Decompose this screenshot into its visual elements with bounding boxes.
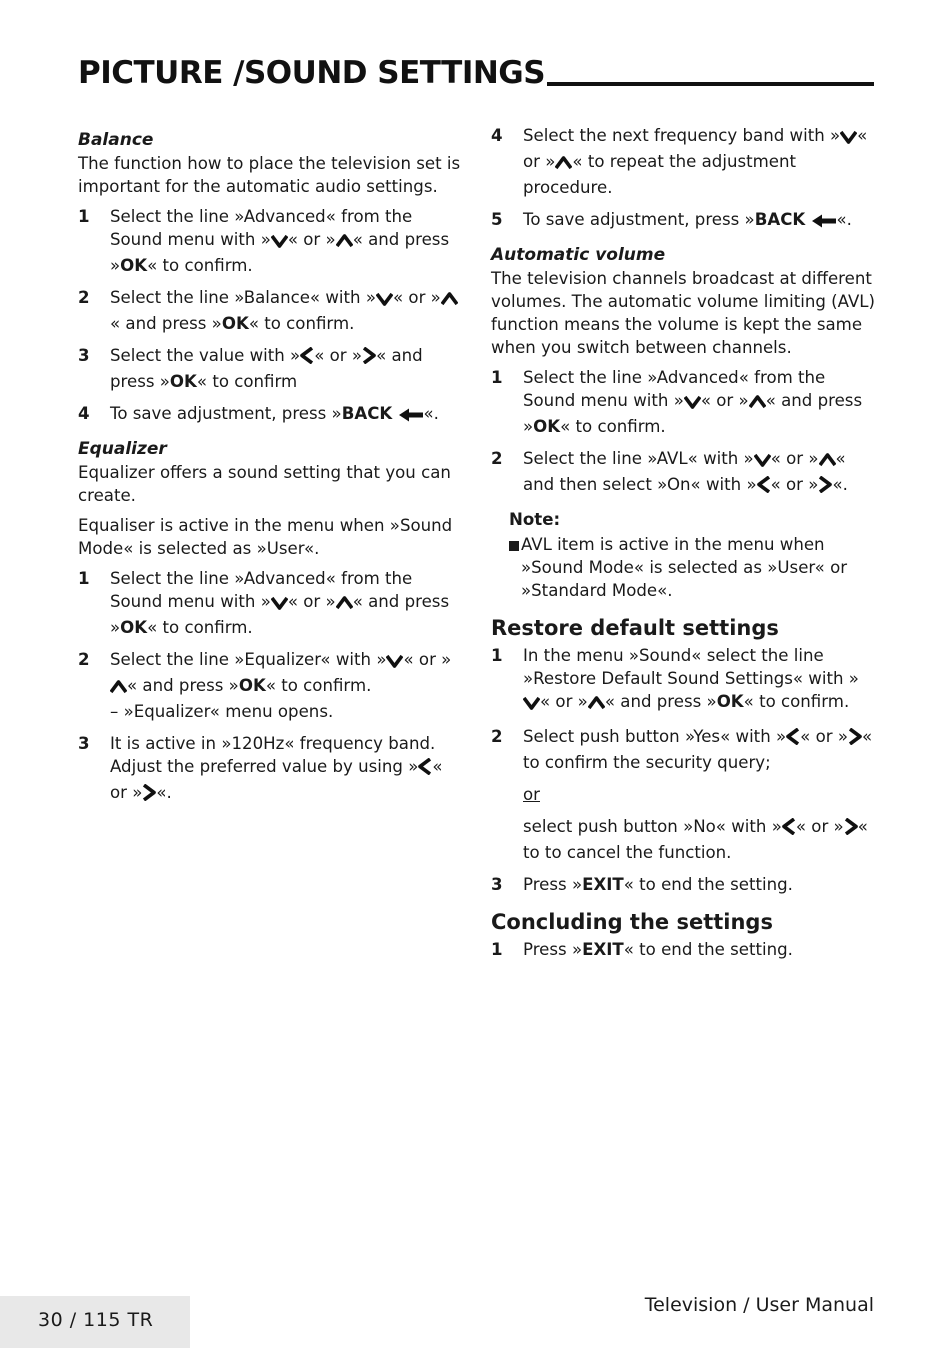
- up-arrow-icon: [336, 231, 353, 254]
- step-text: « and press »: [110, 592, 450, 637]
- equalizer-step-4: [491, 124, 875, 199]
- restore-step-3: [491, 873, 875, 896]
- step-text: « or »: [287, 230, 336, 249]
- step-text: Select the line »Advanced« from the Sound menu with »: [110, 207, 413, 249]
- or-text: or: [523, 785, 540, 804]
- step-number: 5: [491, 210, 503, 229]
- step-number: 4: [78, 404, 90, 423]
- step-result: – »Equalizer« menu opens.: [110, 702, 334, 721]
- back-arrow-icon: [811, 211, 837, 234]
- right-column: [491, 124, 875, 970]
- step-text: « or »: [540, 692, 588, 711]
- step-text: « to to cancel the function.: [523, 817, 868, 862]
- balance-step-4: [78, 402, 464, 428]
- step-text: « to repeat the adjustment procedure.: [523, 152, 797, 197]
- step-text: « and press »: [110, 230, 450, 275]
- step-text: « to confirm.: [743, 692, 850, 711]
- right-arrow-icon: [818, 476, 832, 499]
- step-text: « and press »: [604, 692, 717, 711]
- down-arrow-icon: [271, 593, 288, 616]
- step-text: Press »: [523, 940, 583, 959]
- back-key: BACK: [341, 404, 393, 423]
- up-arrow-icon: [819, 450, 836, 473]
- restore-step-2: [491, 725, 875, 864]
- exit-key: EXIT: [582, 875, 624, 894]
- step-text: Select the value with »: [110, 346, 301, 365]
- back-arrow-icon: [398, 405, 424, 428]
- up-arrow-icon: [441, 289, 458, 312]
- step-text: « to confirm.: [560, 417, 666, 436]
- ok-key: OK: [533, 417, 561, 436]
- title-rule: [547, 82, 874, 86]
- step-text: « and press »: [110, 314, 222, 333]
- step-text: Select the next frequency band with »: [523, 126, 841, 145]
- restore-step-1: [491, 644, 875, 716]
- step-number: 1: [491, 646, 503, 665]
- balance-step-2: [78, 286, 464, 335]
- ok-key: OK: [169, 372, 197, 391]
- step-text: « and press »: [523, 391, 863, 436]
- ok-key: OK: [120, 618, 148, 637]
- step-text: In the menu »Sound« select the line »Restore Default Sound Settings« with »: [523, 646, 859, 688]
- step-text: Press »: [523, 875, 583, 894]
- left-arrow-icon: [757, 476, 771, 499]
- step-text: « or »: [314, 346, 363, 365]
- up-arrow-icon: [336, 593, 353, 616]
- left-arrow-icon: [786, 728, 800, 751]
- step-text: « or »: [403, 650, 452, 669]
- note-item: [491, 533, 875, 602]
- step-text: « to end the setting.: [623, 875, 793, 894]
- equalizer-intro-1: Equalizer offers a sound setting that you can create.: [78, 463, 451, 505]
- step-number: 4: [491, 126, 503, 145]
- step-text: « and then select »On« with »: [523, 449, 846, 494]
- step-text: Select the line »AVL« with »: [523, 449, 754, 468]
- equalizer-step-1: [78, 567, 464, 639]
- step-text: It is active in »120Hz« frequency band. Adjust the preferred value by using »: [110, 734, 436, 776]
- ok-key: OK: [120, 256, 148, 275]
- balance-heading: Balance: [78, 130, 154, 150]
- step-text: « and press »: [127, 676, 239, 695]
- step-text: « or »: [800, 727, 848, 746]
- down-arrow-icon: [840, 127, 857, 150]
- balance-step-3: [78, 344, 464, 393]
- equalizer-heading: Equalizer: [78, 439, 167, 459]
- right-arrow-icon: [844, 818, 858, 841]
- restore-step-2-yes: [523, 725, 875, 774]
- step-number: 1: [78, 569, 90, 588]
- step-text: Select the line »Advanced« from the Sound menu with »: [523, 368, 826, 410]
- bullet-square-icon: [509, 541, 519, 551]
- exit-key: EXIT: [582, 940, 624, 959]
- ok-key: OK: [221, 314, 249, 333]
- step-number: 1: [491, 940, 503, 959]
- step-text: Select the line »Balance« with »: [110, 288, 376, 307]
- equalizer-step-2: [78, 648, 464, 723]
- or-separator: [523, 783, 875, 806]
- step-text: « or »: [770, 449, 819, 468]
- step-text: Select the line »Equalizer« with »: [110, 650, 387, 669]
- step-text: To save adjustment, press »: [110, 404, 342, 423]
- step-number: 2: [491, 727, 503, 746]
- step-number: 3: [491, 875, 503, 894]
- step-text: « or »: [795, 817, 844, 836]
- equalizer-step-5: [491, 208, 875, 234]
- restore-step-2-no: [523, 815, 875, 864]
- balance-step-1: [78, 205, 464, 277]
- step-number: 3: [78, 734, 90, 753]
- down-arrow-icon: [754, 450, 771, 473]
- step-text: « to confirm.: [147, 256, 253, 275]
- step-text: « to confirm the security query;: [523, 727, 873, 772]
- left-column: [78, 124, 464, 816]
- step-text: « or »: [393, 288, 441, 307]
- up-arrow-icon: [555, 153, 572, 176]
- down-arrow-icon: [684, 392, 701, 415]
- up-arrow-icon: [110, 677, 127, 700]
- step-text: «.: [156, 783, 172, 802]
- title-row: [78, 50, 874, 92]
- page-number: 30 / 115 TR: [38, 1309, 154, 1331]
- step-text: « and press »: [110, 346, 423, 391]
- right-arrow-icon: [848, 728, 862, 751]
- step-text: « to confirm.: [147, 618, 253, 637]
- step-text: « to end the setting.: [623, 940, 793, 959]
- step-text: Select push button »Yes« with »: [523, 727, 787, 746]
- step-text: select push button »No« with »: [523, 817, 782, 836]
- step-text: «.: [836, 210, 852, 229]
- up-arrow-icon: [588, 693, 605, 716]
- down-arrow-icon: [271, 231, 288, 254]
- step-number: 1: [78, 207, 90, 226]
- step-text: « or »: [523, 126, 868, 171]
- step-number: 2: [78, 650, 90, 669]
- step-number: 2: [78, 288, 90, 307]
- down-arrow-icon: [386, 651, 403, 674]
- back-key: BACK: [754, 210, 806, 229]
- left-arrow-icon: [782, 818, 796, 841]
- concluding-step-1: [491, 938, 875, 961]
- equalizer-step-3: [78, 732, 464, 807]
- step-text: « or »: [770, 475, 819, 494]
- right-arrow-icon: [362, 347, 376, 370]
- step-text: «.: [423, 404, 439, 423]
- step-text: «.: [832, 475, 848, 494]
- equalizer-intro-2: Equaliser is active in the menu when »Sound Mode« is selected as »User«.: [78, 516, 453, 558]
- left-arrow-icon: [418, 758, 432, 781]
- down-arrow-icon: [376, 289, 393, 312]
- step-number: 3: [78, 346, 90, 365]
- balance-intro: The function how to place the television set is important for the automatic audio settings.: [78, 154, 461, 196]
- step-number: 1: [491, 368, 503, 387]
- avl-step-1: [491, 366, 875, 438]
- concluding-heading: Concluding the settings: [491, 910, 773, 934]
- step-text: « or »: [700, 391, 749, 410]
- avl-step-2: [491, 447, 875, 499]
- step-text: To save adjustment, press »: [523, 210, 755, 229]
- step-text: « or »: [110, 757, 443, 802]
- down-arrow-icon: [523, 693, 540, 716]
- step-text: « to confirm.: [248, 314, 355, 333]
- page-number-box: [0, 1296, 190, 1348]
- ok-key: OK: [716, 692, 744, 711]
- step-text: « or »: [287, 592, 336, 611]
- page-title: PICTURE /SOUND SETTINGS: [78, 55, 546, 91]
- note-label: Note:: [509, 510, 561, 529]
- step-text: Select the line »Advanced« from the Sound menu with »: [110, 569, 413, 611]
- up-arrow-icon: [749, 392, 766, 415]
- right-arrow-icon: [142, 784, 156, 807]
- ok-key: OK: [238, 676, 266, 695]
- left-arrow-icon: [300, 347, 314, 370]
- manual-title: Television / User Manual: [644, 1294, 874, 1316]
- restore-heading: Restore default settings: [491, 616, 779, 640]
- avl-intro: The television channels broadcast at different volumes. The automatic volume limiting (AVL) function means the volume is kept the same when you switch between channels.: [491, 269, 876, 357]
- step-number: 2: [491, 449, 503, 468]
- step-text: « to confirm: [196, 372, 298, 391]
- step-text: « to confirm.: [265, 676, 372, 695]
- note-text: AVL item is active in the menu when »Sound Mode« is selected as »User« or »Standard Mode«.: [521, 535, 848, 600]
- avl-heading: Automatic volume: [491, 245, 666, 265]
